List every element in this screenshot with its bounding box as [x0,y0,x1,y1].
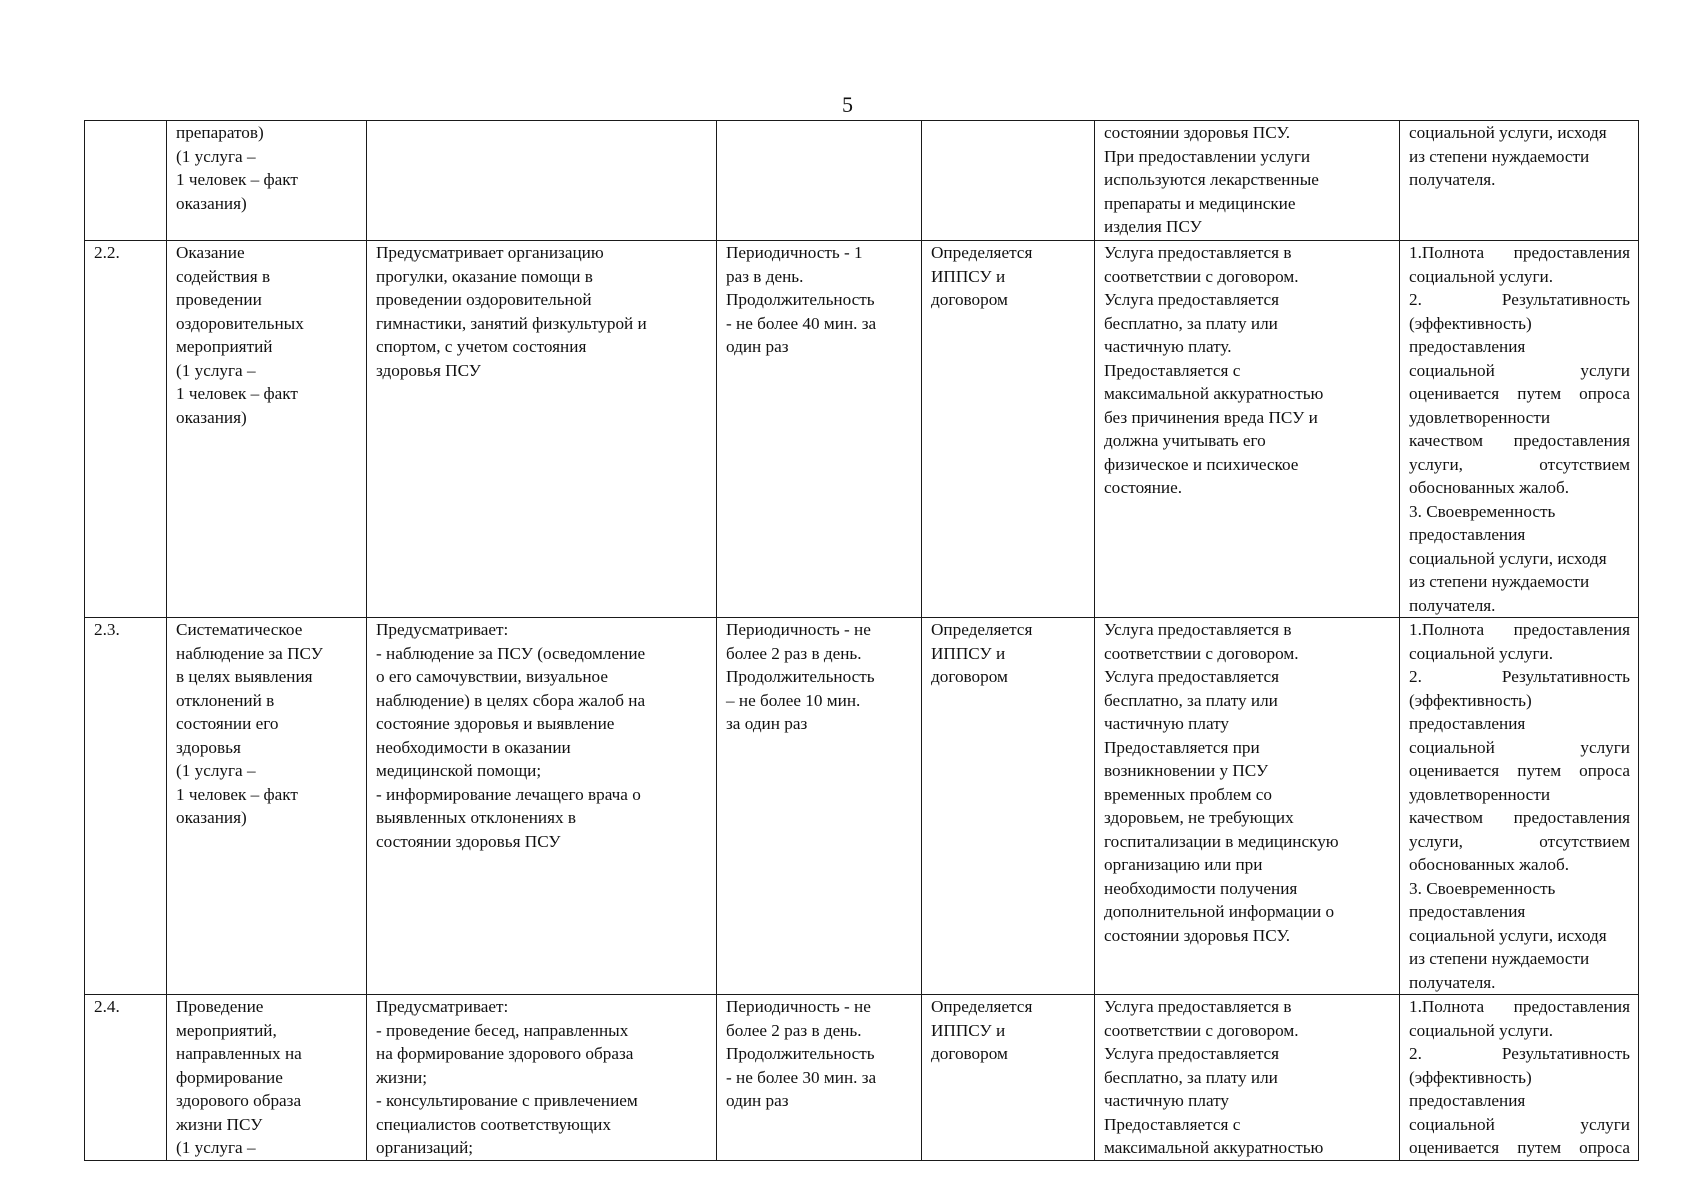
table-row [85,618,1639,995]
criteria-cell: 1.Полнота предоставления социальной услуги. 2. Результативность (эффективность) предоставления социальной услуги оценивается путем опроса [1400,995,1639,1161]
conditions-cell: состоянии здоровья ПСУ. При предоставлении услуги используются лекарственные препараты и медицинские изделия ПСУ [1095,121,1400,241]
row-number-cell: 2.4. [85,995,167,1161]
service-description-cell: Предусматривает: - проведение бесед, направленных на формирование здорового образа жизни; - консультирование с привлечением специалистов соответствующих организаций; [367,995,717,1161]
service-description-cell: Предусматривает: - наблюдение за ПСУ (осведомление о его самочувствии, визуальное наблюдение) в целях сбора жалоб на состояние здоровья и выявление необходимости в оказании медицинской помощи; - информирование лечащего врача о выявленных отклонениях в состоянии здоровья ПСУ [367,618,717,995]
criteria-cell: 1.Полнота предоставления социальной услуги. 2. Результативность (эффективность) предоставления социальной услуги оценивается путем опроса удовлетворенности качеством предоставления услуги, отсутствием обоснованных жалоб. 3. Своевременность предоставления социальной услуги, исходя из степени нуждаемости получателя. [1400,241,1639,618]
service-name-cell: Систематическое наблюдение за ПСУ в целях выявления отклонений в состоянии его здоровья (1 услуга – 1 человек – факт оказания) [167,618,367,995]
criteria-cell: 1.Полнота предоставления социальной услуги. 2. Результативность (эффективность) предоставления социальной услуги оценивается путем опроса удовлетворенности качеством предоставления услуги, отсутствием обоснованных жалоб. 3. Своевременность предоставления социальной услуги, исходя из степени нуждаемости получателя. [1400,618,1639,995]
page-number: 5 [842,92,853,117]
service-description-cell [367,121,717,241]
periodicity-cell: Периодичность - 1 раз в день. Продолжительность - не более 40 мин. за один раз [717,241,922,618]
determined-by-cell: Определяется ИППСУ и договором [922,241,1095,618]
row-number-cell [85,121,167,241]
periodicity-cell [717,121,922,241]
determined-by-cell: Определяется ИППСУ и договором [922,618,1095,995]
conditions-cell: Услуга предоставляется в соответствии с договором. Услуга предоставляется бесплатно, за плату или частичную плату Предоставляется с максимальной аккуратностью [1095,995,1400,1161]
criteria-cell: социальной услуги, исходя из степени нуждаемости получателя. [1400,121,1639,241]
table-row [85,241,1639,618]
table-row [85,995,1639,1161]
services-table [84,120,1639,1161]
determined-by-cell: Определяется ИППСУ и договором [922,995,1095,1161]
service-name-cell: препаратов) (1 услуга – 1 человек – факт оказания) [167,121,367,241]
row-number-cell: 2.2. [85,241,167,618]
determined-by-cell [922,121,1095,241]
service-name-cell: Оказание содействия в проведении оздоровительных мероприятий (1 услуга – 1 человек – факт оказания) [167,241,367,618]
row-number-cell: 2.3. [85,618,167,995]
periodicity-cell: Периодичность - не более 2 раз в день. Продолжительность - не более 30 мин. за один раз [717,995,922,1161]
service-description-cell: Предусматривает организацию прогулки, оказание помощи в проведении оздоровительной гимнастики, занятий физкультурой и спортом, с учетом состояния здоровья ПСУ [367,241,717,618]
conditions-cell: Услуга предоставляется в соответствии с договором. Услуга предоставляется бесплатно, за плату или частичную плату Предоставляется при возникновении у ПСУ временных проблем со здоровьем, не требующих госпитализации в медицинскую организацию или при необходимости получения дополнительной информации о состоянии здоровья ПСУ. [1095,618,1400,995]
periodicity-cell: Периодичность - не более 2 раз в день. Продолжительность – не более 10 мин. за один раз [717,618,922,995]
conditions-cell: Услуга предоставляется в соответствии с договором. Услуга предоставляется бесплатно, за плату или частичную плату. Предоставляется с максимальной аккуратностью без причинения вреда ПСУ и должна учитывать его физическое и психическое состояние. [1095,241,1400,618]
table-row [85,121,1639,241]
service-name-cell: Проведение мероприятий, направленных на формирование здорового образа жизни ПСУ (1 услуга – [167,995,367,1161]
